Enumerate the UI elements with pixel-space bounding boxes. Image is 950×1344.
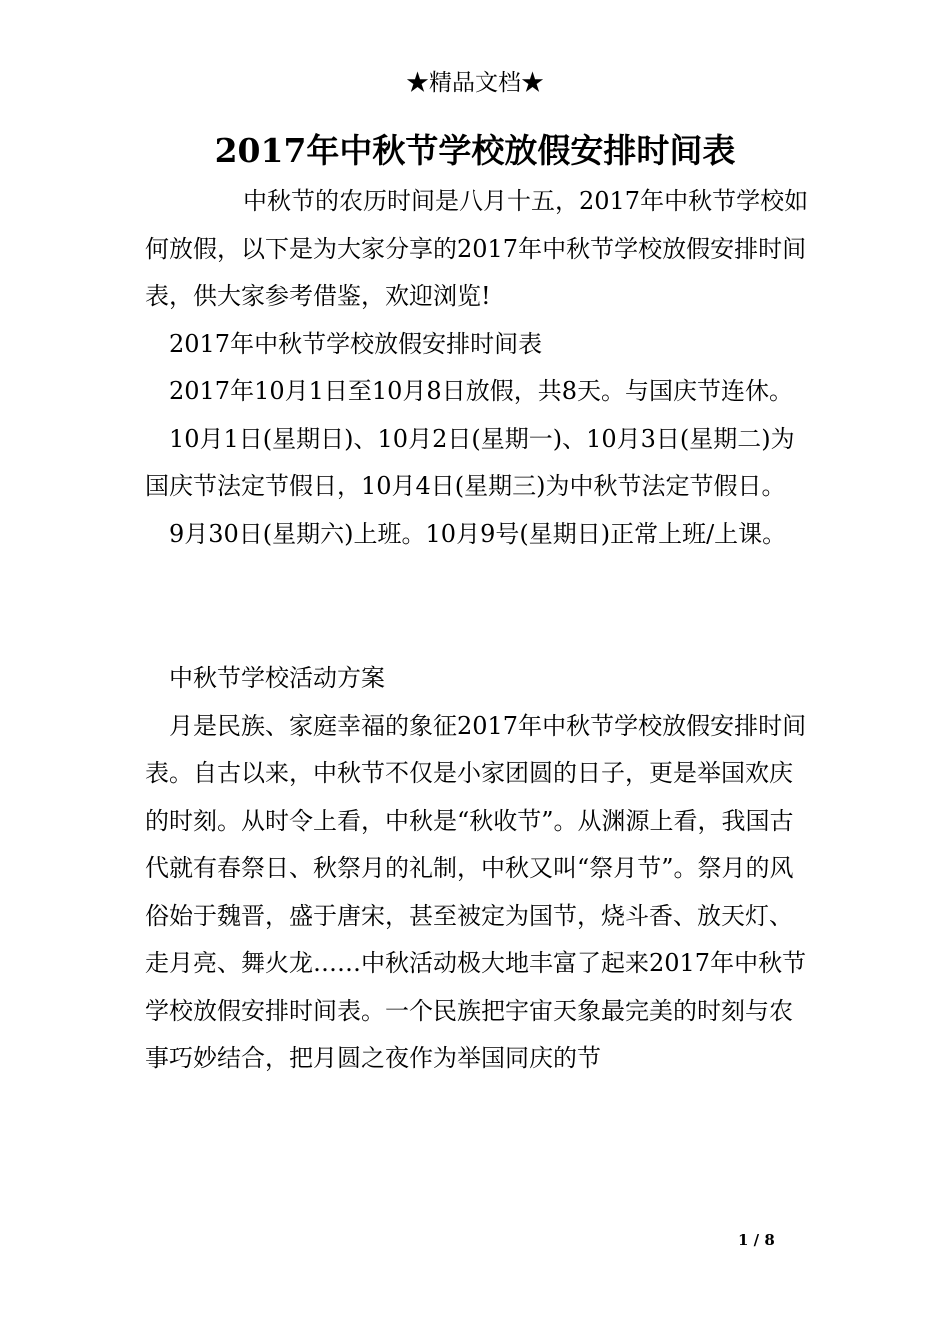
page-number: 1 / 8 — [738, 1231, 775, 1249]
paragraph-spacer — [145, 558, 815, 655]
intro-paragraph: 中秋节的农历时间是八月十五，2017年中秋节学校如何放假，以下是为大家分享的2017年中秋节学校放假安排时间表，供大家参考借鉴，欢迎浏览! — [145, 187, 809, 310]
activity-body-paragraph: 月是民族、家庭幸福的象征2017年中秋节学校放假安排时间表。自古以来，中秋节不仅是小家团圆的日子，更是举国欢庆的时刻。从时令上看，中秋是“秋收节”。从渊源上看，我国古代就有春祭日、秋祭月的礼制，中秋又叫“祭月节”。祭月的风俗始于魏晋，盛于唐宋，甚至被定为国节，烧斗香、放天灯、走月亮、舞火龙……中秋活动极大地丰富了起来2017年中秋节学校放假安排时间表。一个民族把宇宙天象最完美的时刻与农事巧妙结合，把月圆之夜作为举国同庆的节 — [145, 711, 807, 1072]
schedule-work-paragraph: 9月30日(星期六)上班。10月9号(星期日)正常上班/上课。 — [169, 519, 787, 548]
document-body — [145, 178, 815, 1083]
activity-heading: 中秋节学校活动方案 — [169, 664, 385, 692]
schedule-dates-paragraph: 2017年10月1日至10月8日放假，共8天。与国庆节连休。 — [169, 377, 793, 405]
header-mark: ★精品文档★ — [406, 70, 544, 96]
document-title: 2017年中秋节学校放假安排时间表 — [214, 131, 736, 170]
schedule-heading: 2017年中秋节学校放假安排时间表 — [169, 329, 543, 358]
schedule-detail-paragraph: 10月1日(星期日)、10月2日(星期一)、10月3日(星期二)为国庆节法定节假日，10月4日(星期三)为中秋节法定节假日。 — [145, 424, 795, 500]
